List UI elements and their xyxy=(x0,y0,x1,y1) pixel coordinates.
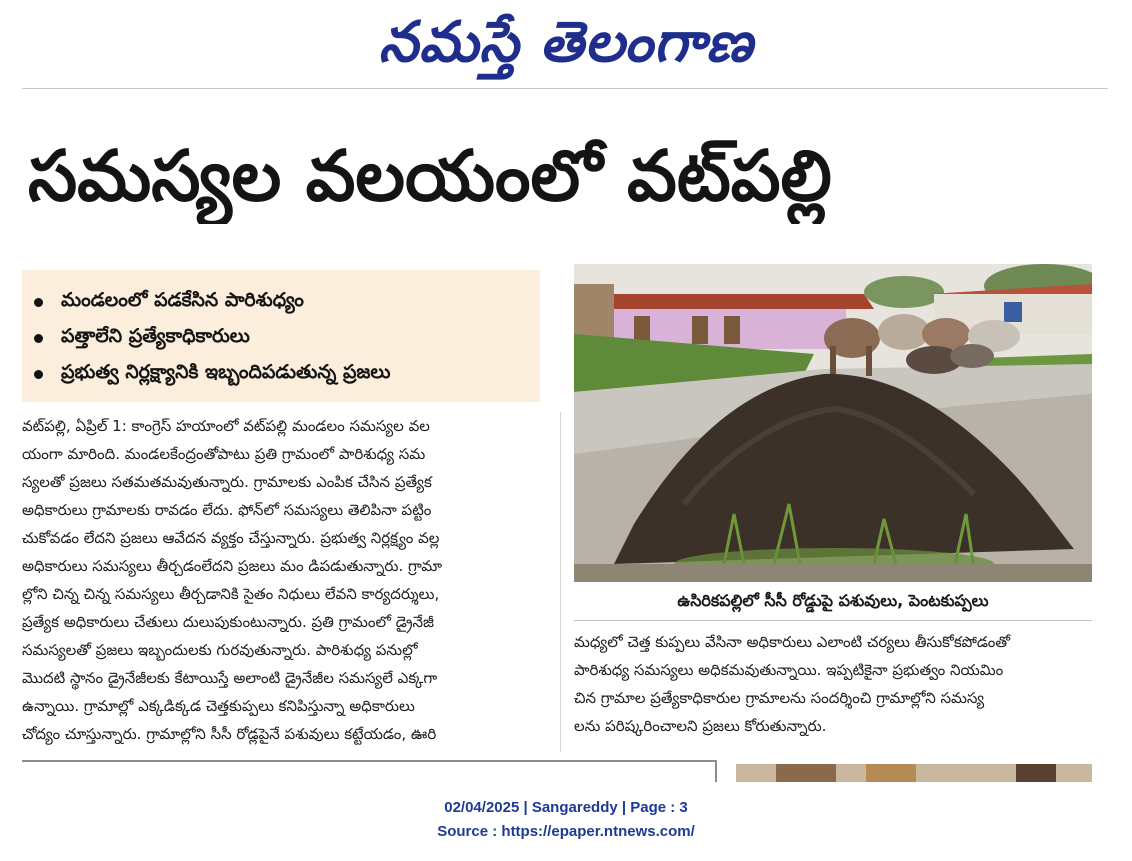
bullet-icon xyxy=(34,334,43,343)
article-line: చిన గ్రామాల ప్రత్యేకాధికారుల గ్రామాలను సందర్శించి గ్రామాల్లోని సమస్య xyxy=(574,689,985,707)
article-line: మధ్యలో చెత్త కుప్పలు వేసినా అధికారులు ఎలాంటి చర్యలు తీసుకోకపోడంతో xyxy=(574,633,1011,651)
article-line: ల్లోని చిన్న చిన్న సమస్యలు తీర్చడానికి సైతం నిధులు లేవని కార్యదర్శులు, xyxy=(22,585,440,603)
article-line: సమస్యలతో ప్రజలు ఇబ్బందులకు గురవుతున్నారు. పారిశుధ్య పనుల్లో xyxy=(22,641,418,659)
bullet-icon xyxy=(34,298,43,307)
article-line: ప్రత్యేక అధికారులు చేతులు దులుపుకుంటున్నారు. ప్రతి గ్రామంలో డ్రైనేజీ xyxy=(22,613,435,631)
footer-source: Source : https://epaper.ntnews.com/ xyxy=(437,823,695,840)
highlight-item xyxy=(34,284,528,320)
footer-dateline: 02/04/2025 | Sangareddy | Page : 3 xyxy=(444,799,688,816)
article-body-left xyxy=(22,412,548,752)
article-line: మొదటి స్థానం డ్రైనేజీలకు కేటాయిస్తే అలాంటి డ్రైనేజీల సమస్యలే ఎక్కగా xyxy=(22,669,438,687)
article-line: పారిశుధ్య సమస్యలు అధికమవుతున్నాయి. ఇప్పటికైనా ప్రభుత్వం నియమిం xyxy=(574,661,1004,679)
highlight-item xyxy=(34,356,528,392)
bullet-icon xyxy=(34,370,43,379)
article-line: స్యలతో ప్రజలు సతమతమవుతున్నారు. గ్రామాలకు ఎంపిక చేసిన ప్రత్యేక xyxy=(22,473,432,491)
article-line: ఉన్నాయి. గ్రామాల్లో ఎక్కడిక్కడ చెత్తకుప్పలు కనిపిస్తున్నా అధికారులు xyxy=(22,697,415,715)
article-line: చుకోవడం లేదని ప్రజలు ఆవేదన వ్యక్తం చేస్తున్నారు. ప్రభుత్వ నిర్లక్ష్యం వల్ల xyxy=(22,529,440,547)
article-line: అధికారులు సమస్యలు తీర్చడంలేదని ప్రజలు మం డిపడుతున్నారు. గ్రామా xyxy=(22,557,443,575)
highlight-text: పత్తాలేని ప్రత్యేకాధికారులు xyxy=(61,324,250,347)
article-body-right xyxy=(574,628,1088,748)
article-line: వట్‌పల్లి, ఏప్రిల్ 1: కాంగ్రెస్ హయాంలో వట్‌పల్లి మండలం సమస్యల వల xyxy=(22,417,430,435)
news-photo xyxy=(574,264,1092,582)
highlights-box xyxy=(22,270,540,402)
bottom-divider xyxy=(22,760,716,762)
highlight-item xyxy=(34,320,528,356)
cattle-garbage-photo xyxy=(574,264,1092,582)
footer xyxy=(0,796,1132,844)
photo-caption: ఉసిరికపల్లిలో సీసీ రోడ్డుపై పశువులు, పెంటకుప్పలు xyxy=(677,591,989,610)
headline: సమస్యల వలయంలో వట్‌పల్లి xyxy=(28,135,832,217)
masthead-logo: నమస్తే తెలంగాణ xyxy=(378,9,754,75)
next-article-photo-strip xyxy=(736,764,1092,782)
article-line: చోద్యం చూస్తున్నారు. గ్రామాల్లోని సీసీ రోడ్లపైనే పశువులు కట్టేయడం, ఊరి xyxy=(22,725,437,743)
next-photo-strip-image xyxy=(736,764,1092,782)
article-line: అధికారులు గ్రామాలకు రావడం లేదు. ఫోన్‌లో సమస్యలు తెలిపినా పట్టిం xyxy=(22,501,432,519)
highlight-text: ప్రభుత్వ నిర్లక్ష్యానికి ఇబ్బందిపడుతున్న ప్రజలు xyxy=(61,360,391,383)
article-line: లను పరిష్కరించాలని ప్రజలు కోరుతున్నారు. xyxy=(574,717,827,735)
caption-divider xyxy=(574,620,1092,621)
bottom-vertical-divider xyxy=(715,760,717,782)
column-divider xyxy=(560,412,561,752)
highlight-text: మండలంలో పడకేసిన పారిశుధ్యం xyxy=(61,288,304,311)
top-divider xyxy=(22,88,1108,89)
article-line: యంగా మారింది. మండలకేంద్రంతోపాటు ప్రతి గ్రామంలో పారిశుధ్య సమ xyxy=(22,445,426,463)
